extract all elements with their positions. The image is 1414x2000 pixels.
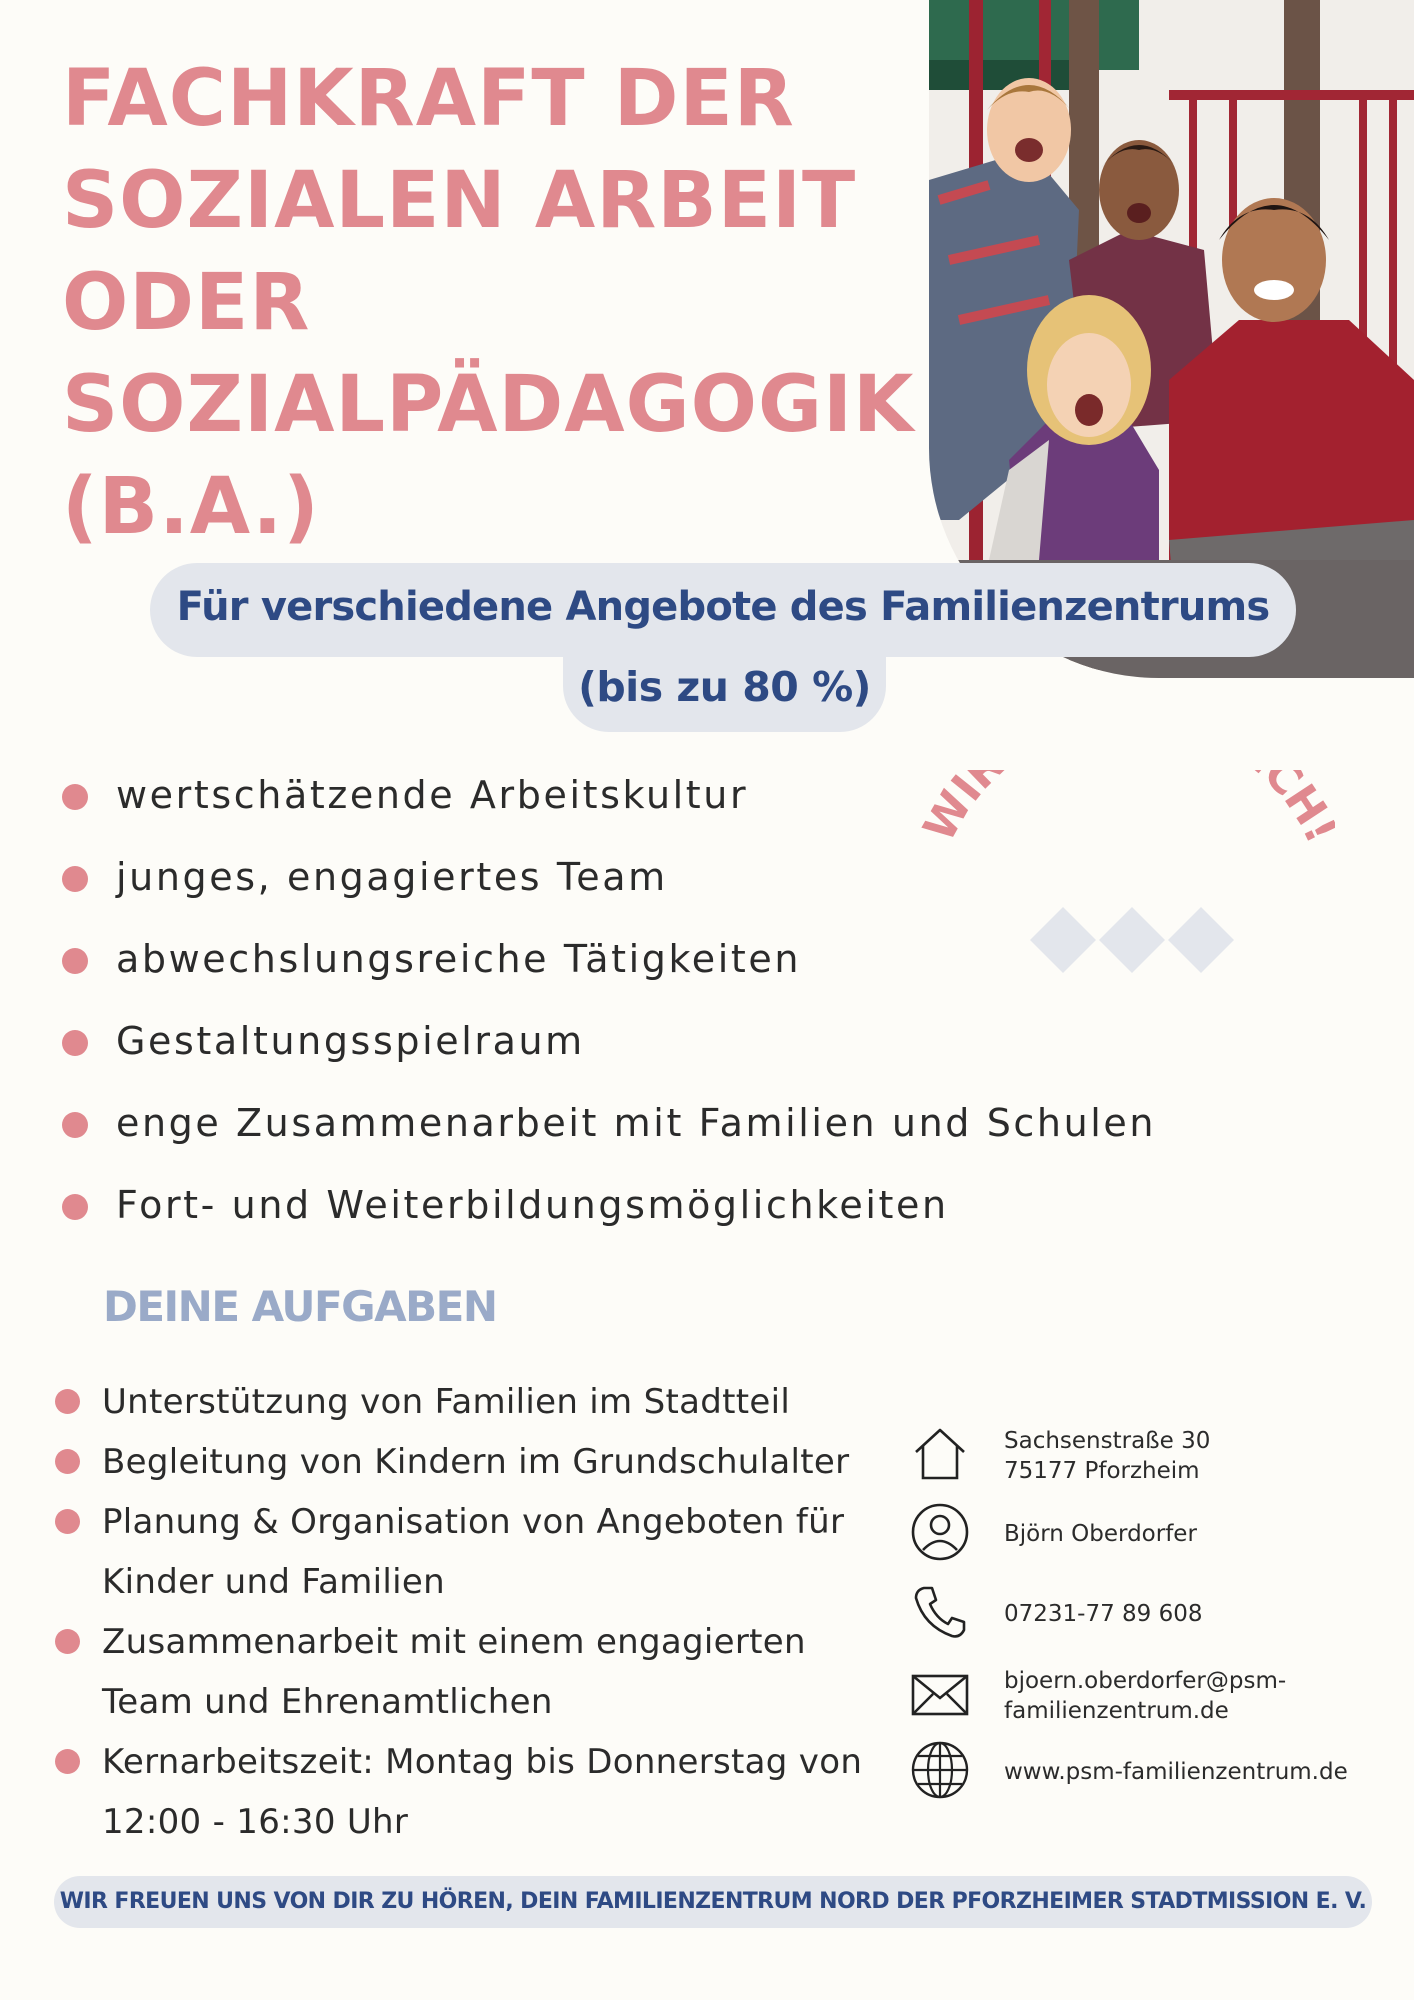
wir-suchen-dich-badge xyxy=(905,770,1335,990)
svg-text:WIR SUCHEN DICH! xyxy=(914,770,1335,850)
address-text xyxy=(1004,1426,1210,1486)
job-title-line: ODER xyxy=(62,258,311,348)
benefit-item xyxy=(62,1175,1156,1257)
task-text: Zusammenarbeit mit einem engagierten Team und Ehrenamtlichen xyxy=(102,1622,806,1722)
benefit-item xyxy=(62,1093,1156,1175)
task-text: Kernarbeitszeit: Montag bis Donnerstag von 12:00 - 16:30 Uhr xyxy=(102,1742,863,1842)
subtitle-line-2: (bis zu 80 %) xyxy=(578,663,871,711)
tasks-heading: DEINE AUFGABEN xyxy=(103,1282,497,1331)
task-item xyxy=(55,1732,895,1852)
subtitle-line-1: Für verschiedene Angebote des Familienzentrums xyxy=(176,584,1270,630)
person-icon xyxy=(910,1502,970,1562)
bullet-dot xyxy=(62,1194,88,1220)
phone-icon xyxy=(910,1582,970,1642)
badge-graphic xyxy=(905,770,1335,990)
bullet-dot xyxy=(62,948,88,974)
bullet-dot xyxy=(55,1449,80,1474)
task-item xyxy=(55,1492,895,1612)
task-item xyxy=(55,1372,895,1432)
benefit-text: wertschätzende Arbeitskultur xyxy=(116,773,749,817)
task-text: Planung & Organisation von Angeboten für Kinder und Familien xyxy=(102,1502,845,1602)
bullet-dot xyxy=(55,1509,80,1534)
bullet-dot xyxy=(62,1112,88,1138)
benefit-text: abwechslungsreiche Tätigkeiten xyxy=(116,937,802,981)
job-title xyxy=(62,48,922,558)
bullet-dot xyxy=(62,784,88,810)
tasks-list xyxy=(55,1372,895,1852)
email-line-1: bjoern.oberdorfer@psm- xyxy=(1004,1668,1287,1694)
diamond-decoration xyxy=(1030,907,1234,973)
task-text: Unterstützung von Familien im Stadtteil xyxy=(102,1382,791,1422)
phone-number[interactable]: 07231-77 89 608 xyxy=(1004,1601,1203,1627)
benefit-text: Gestaltungsspielraum xyxy=(116,1019,585,1063)
contact-phone xyxy=(910,1582,1410,1646)
website-link[interactable]: www.psm-familienzentrum.de xyxy=(1004,1759,1348,1785)
address-street: Sachsenstraße 30 xyxy=(1004,1428,1211,1454)
job-title-line: SOZIALPÄDAGOGIK xyxy=(62,360,915,450)
email-address[interactable] xyxy=(1004,1666,1286,1726)
benefit-text: junges, engagiertes Team xyxy=(116,855,668,899)
contact-address xyxy=(910,1424,1410,1488)
house-icon xyxy=(910,1424,970,1484)
task-item xyxy=(55,1612,895,1732)
globe-icon xyxy=(910,1740,970,1800)
bullet-dot xyxy=(62,866,88,892)
job-title-line: SOZIALEN ARBEIT xyxy=(62,156,857,246)
envelope-icon xyxy=(910,1664,970,1724)
benefit-text: enge Zusammenarbeit mit Familien und Schulen xyxy=(116,1101,1157,1145)
task-item xyxy=(55,1432,895,1492)
bullet-dot xyxy=(55,1389,80,1414)
job-title-line: FACHKRAFT DER xyxy=(62,54,795,144)
job-title-line: (B.A.) xyxy=(62,462,320,552)
contact-email xyxy=(910,1664,1410,1728)
contact-website xyxy=(910,1740,1410,1804)
address-city: 75177 Pforzheim xyxy=(1004,1458,1200,1484)
bullet-dot xyxy=(55,1749,80,1774)
person-name: Björn Oberdorfer xyxy=(1004,1521,1197,1547)
task-text: Begleitung von Kindern im Grundschulalter xyxy=(102,1442,850,1482)
bullet-dot xyxy=(55,1629,80,1654)
footer-text: WIR FREUEN UNS VON DIR ZU HÖREN, DEIN FAMILIENZENTRUM NORD DER PFORZHEIMER STADTMISSION E. V. xyxy=(59,1889,1367,1914)
badge-text: WI CH xyxy=(913,770,1335,851)
bullet-dot xyxy=(62,1030,88,1056)
contact-person xyxy=(910,1502,1410,1566)
email-line-2: familienzentrum.de xyxy=(1004,1698,1229,1724)
benefit-text: Fort- und Weiterbildungsmöglichkeiten xyxy=(116,1183,949,1227)
benefit-item xyxy=(62,1011,1156,1093)
